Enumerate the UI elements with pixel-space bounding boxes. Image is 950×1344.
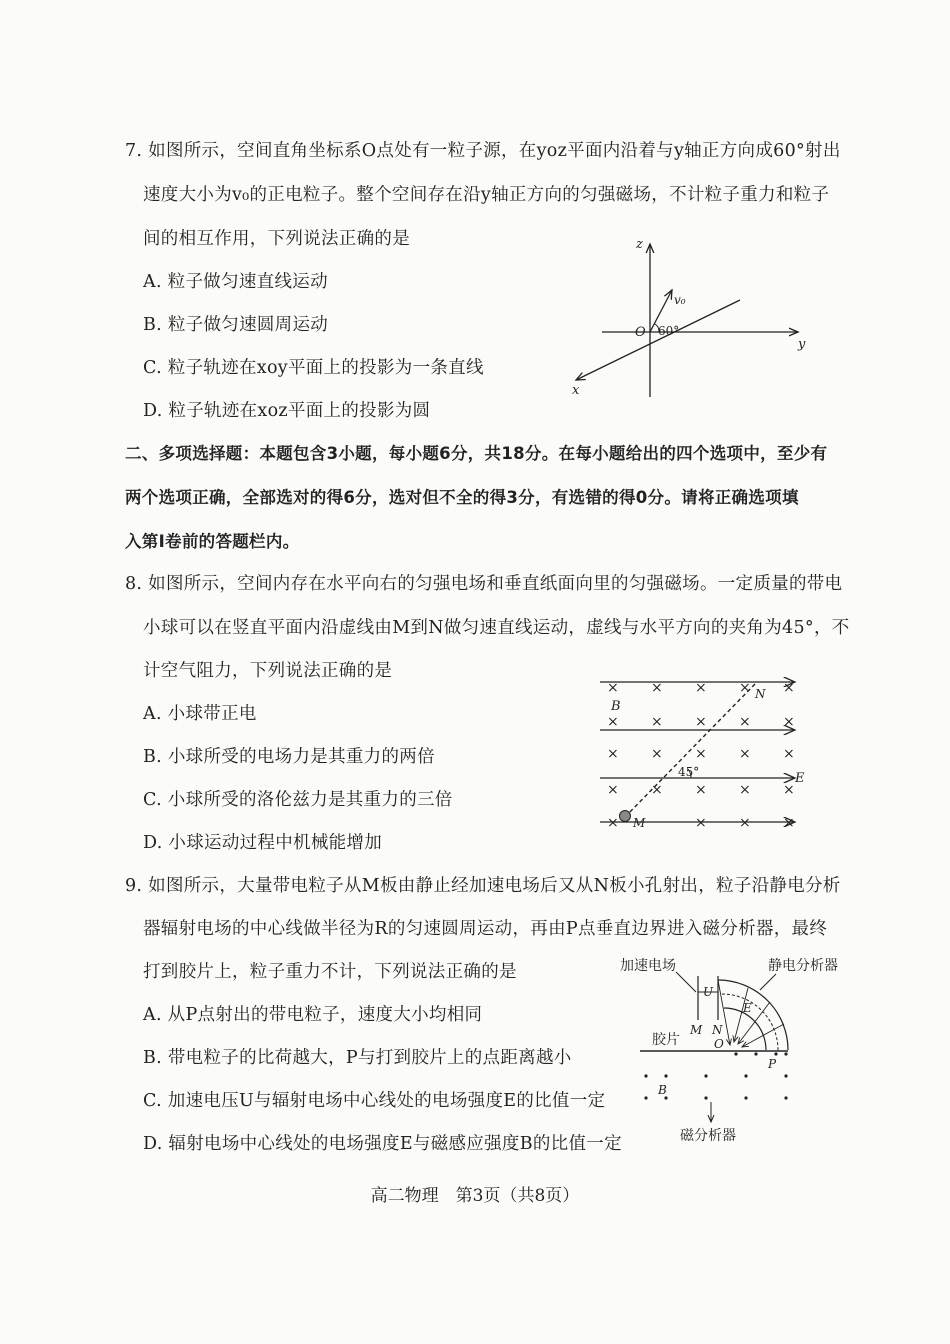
q8-stem-line-2: 小球可以在竖直平面内沿虚线由M到N做匀速直线运动，虚线与水平方向的夹角为45°，不 [143, 618, 850, 638]
accel-field-label: 加速电场 [620, 958, 676, 974]
v0-label: v₀ [674, 293, 686, 307]
magnetic-analyzer-label: 磁分析器 [680, 1128, 736, 1144]
svg-text:×: × [783, 815, 795, 831]
svg-text:×: × [783, 782, 795, 798]
q9-option-c: C. 加速电压U与辐射电场中心线处的电场强度E的比值一定 [143, 1091, 606, 1111]
electrostatic-analyzer-label: 静电分析器 [768, 958, 838, 974]
q7-coordinate-figure [560, 232, 810, 402]
e-label: E [743, 1001, 752, 1015]
o-label: O [714, 1037, 724, 1051]
q7-option-a: A. 粒子做匀速直线运动 [143, 272, 328, 292]
svg-text:×: × [607, 680, 619, 696]
n-label: N [755, 687, 766, 701]
charged-ball [620, 811, 631, 822]
svg-text:×: × [739, 680, 751, 696]
angle-label: 60° [658, 324, 680, 338]
section2-line-3: 入第Ⅰ卷前的答题栏内。 [125, 532, 300, 551]
q9-option-a: A. 从P点射出的带电粒子，速度大小均相同 [143, 1005, 483, 1025]
b-label: B [611, 699, 621, 714]
q9-stem-line-1: 9. 如图所示，大量带电粒子从M板由静止经加速电场后又从N板小孔射出，粒子沿静电分析 [125, 876, 841, 896]
section2-line-1: 二、多项选择题：本题包含3小题，每小题6分，共18分。在每小题给出的四个选项中，至少有 [125, 444, 828, 463]
m-label: M [633, 816, 646, 830]
e-label: E [795, 771, 805, 786]
svg-text:×: × [651, 746, 663, 762]
svg-text:×: × [695, 815, 707, 831]
z-label: z [636, 237, 643, 252]
q8-field-figure [595, 672, 810, 837]
b-label: B [658, 1083, 667, 1097]
svg-text:×: × [739, 746, 751, 762]
svg-text:×: × [783, 680, 795, 696]
x-axis [576, 300, 740, 380]
page-footer: 高二物理 第3页（共8页） [370, 1186, 580, 1206]
svg-text:×: × [695, 714, 707, 730]
q7-option-d: D. 粒子轨迹在xoz平面上的投影为圆 [143, 401, 431, 421]
svg-text:×: × [695, 680, 707, 696]
q9-option-b: B. 带电粒子的比荷越大，P与打到胶片上的点距离越小 [143, 1048, 572, 1068]
angle-45-label: 45° [678, 765, 700, 779]
p-label: P [768, 1057, 777, 1071]
svg-text:×: × [607, 815, 619, 831]
x-label: x [572, 383, 580, 398]
accel-pointer [676, 972, 696, 992]
q7-stem-line-1: 7. 如图所示，空间直角坐标系O点处有一粒子源，在yoz平面内沿着与y轴正方向成60°射出 [125, 141, 841, 161]
svg-text:×: × [739, 714, 751, 730]
svg-text:×: × [695, 746, 707, 762]
u-label: U [703, 985, 714, 999]
n-label: N [712, 1023, 723, 1037]
q8-option-b: B. 小球所受的电场力是其重力的两倍 [143, 747, 435, 767]
svg-text:×: × [783, 746, 795, 762]
q8-option-a: A. 小球带正电 [143, 704, 257, 724]
origin-label: O [635, 325, 646, 340]
magnetic-crosses [607, 680, 795, 831]
m-label: M [690, 1023, 703, 1037]
q7-stem-line-2: 速度大小为v₀的正电粒子。整个空间存在沿y轴正方向的匀强磁场，不计粒子重力和粒子 [143, 185, 830, 205]
q8-stem-line-1: 8. 如图所示，空间内存在水平向右的匀强电场和垂直纸面向里的匀强磁场。一定质量的带电 [125, 574, 843, 594]
q9-option-d: D. 辐射电场中心线处的电场强度E与磁感应强度B的比值一定 [143, 1134, 622, 1154]
svg-text:×: × [607, 746, 619, 762]
q9-stem-line-3: 打到胶片上，粒子重力不计，下列说法正确的是 [143, 962, 517, 982]
y-label: y [798, 337, 806, 352]
svg-text:×: × [651, 680, 663, 696]
trajectory-dashed-line [625, 684, 755, 817]
svg-text:×: × [651, 782, 663, 798]
svg-text:×: × [783, 714, 795, 730]
svg-text:×: × [739, 815, 751, 831]
svg-text:×: × [695, 782, 707, 798]
q8-option-d: D. 小球运动过程中机械能增加 [143, 833, 383, 853]
svg-text:×: × [607, 782, 619, 798]
q7-stem-line-3: 间的相互作用，下列说法正确的是 [143, 229, 410, 249]
analyzer-pointer [760, 974, 776, 990]
section2-line-2: 两个选项正确，全部选对的得6分，选对但不全的得3分，有选错的得0分。请将正确选项填 [125, 488, 799, 507]
q8-option-c: C. 小球所受的洛伦兹力是其重力的三倍 [143, 790, 453, 810]
q7-option-c: C. 粒子轨迹在xoy平面上的投影为一条直线 [143, 358, 484, 378]
svg-text:×: × [739, 782, 751, 798]
q8-stem-line-3: 计空气阻力，下列说法正确的是 [143, 661, 393, 681]
svg-text:×: × [607, 714, 619, 730]
film-label: 胶片 [652, 1032, 680, 1048]
q9-mass-spectrometer-figure [618, 950, 858, 1150]
q9-stem-line-2: 器辐射电场的中心线做半径为R的匀速圆周运动，再由P点垂直边界进入磁分析器，最终 [143, 919, 828, 939]
q7-option-b: B. 粒子做匀速圆周运动 [143, 315, 329, 335]
svg-text:×: × [651, 714, 663, 730]
